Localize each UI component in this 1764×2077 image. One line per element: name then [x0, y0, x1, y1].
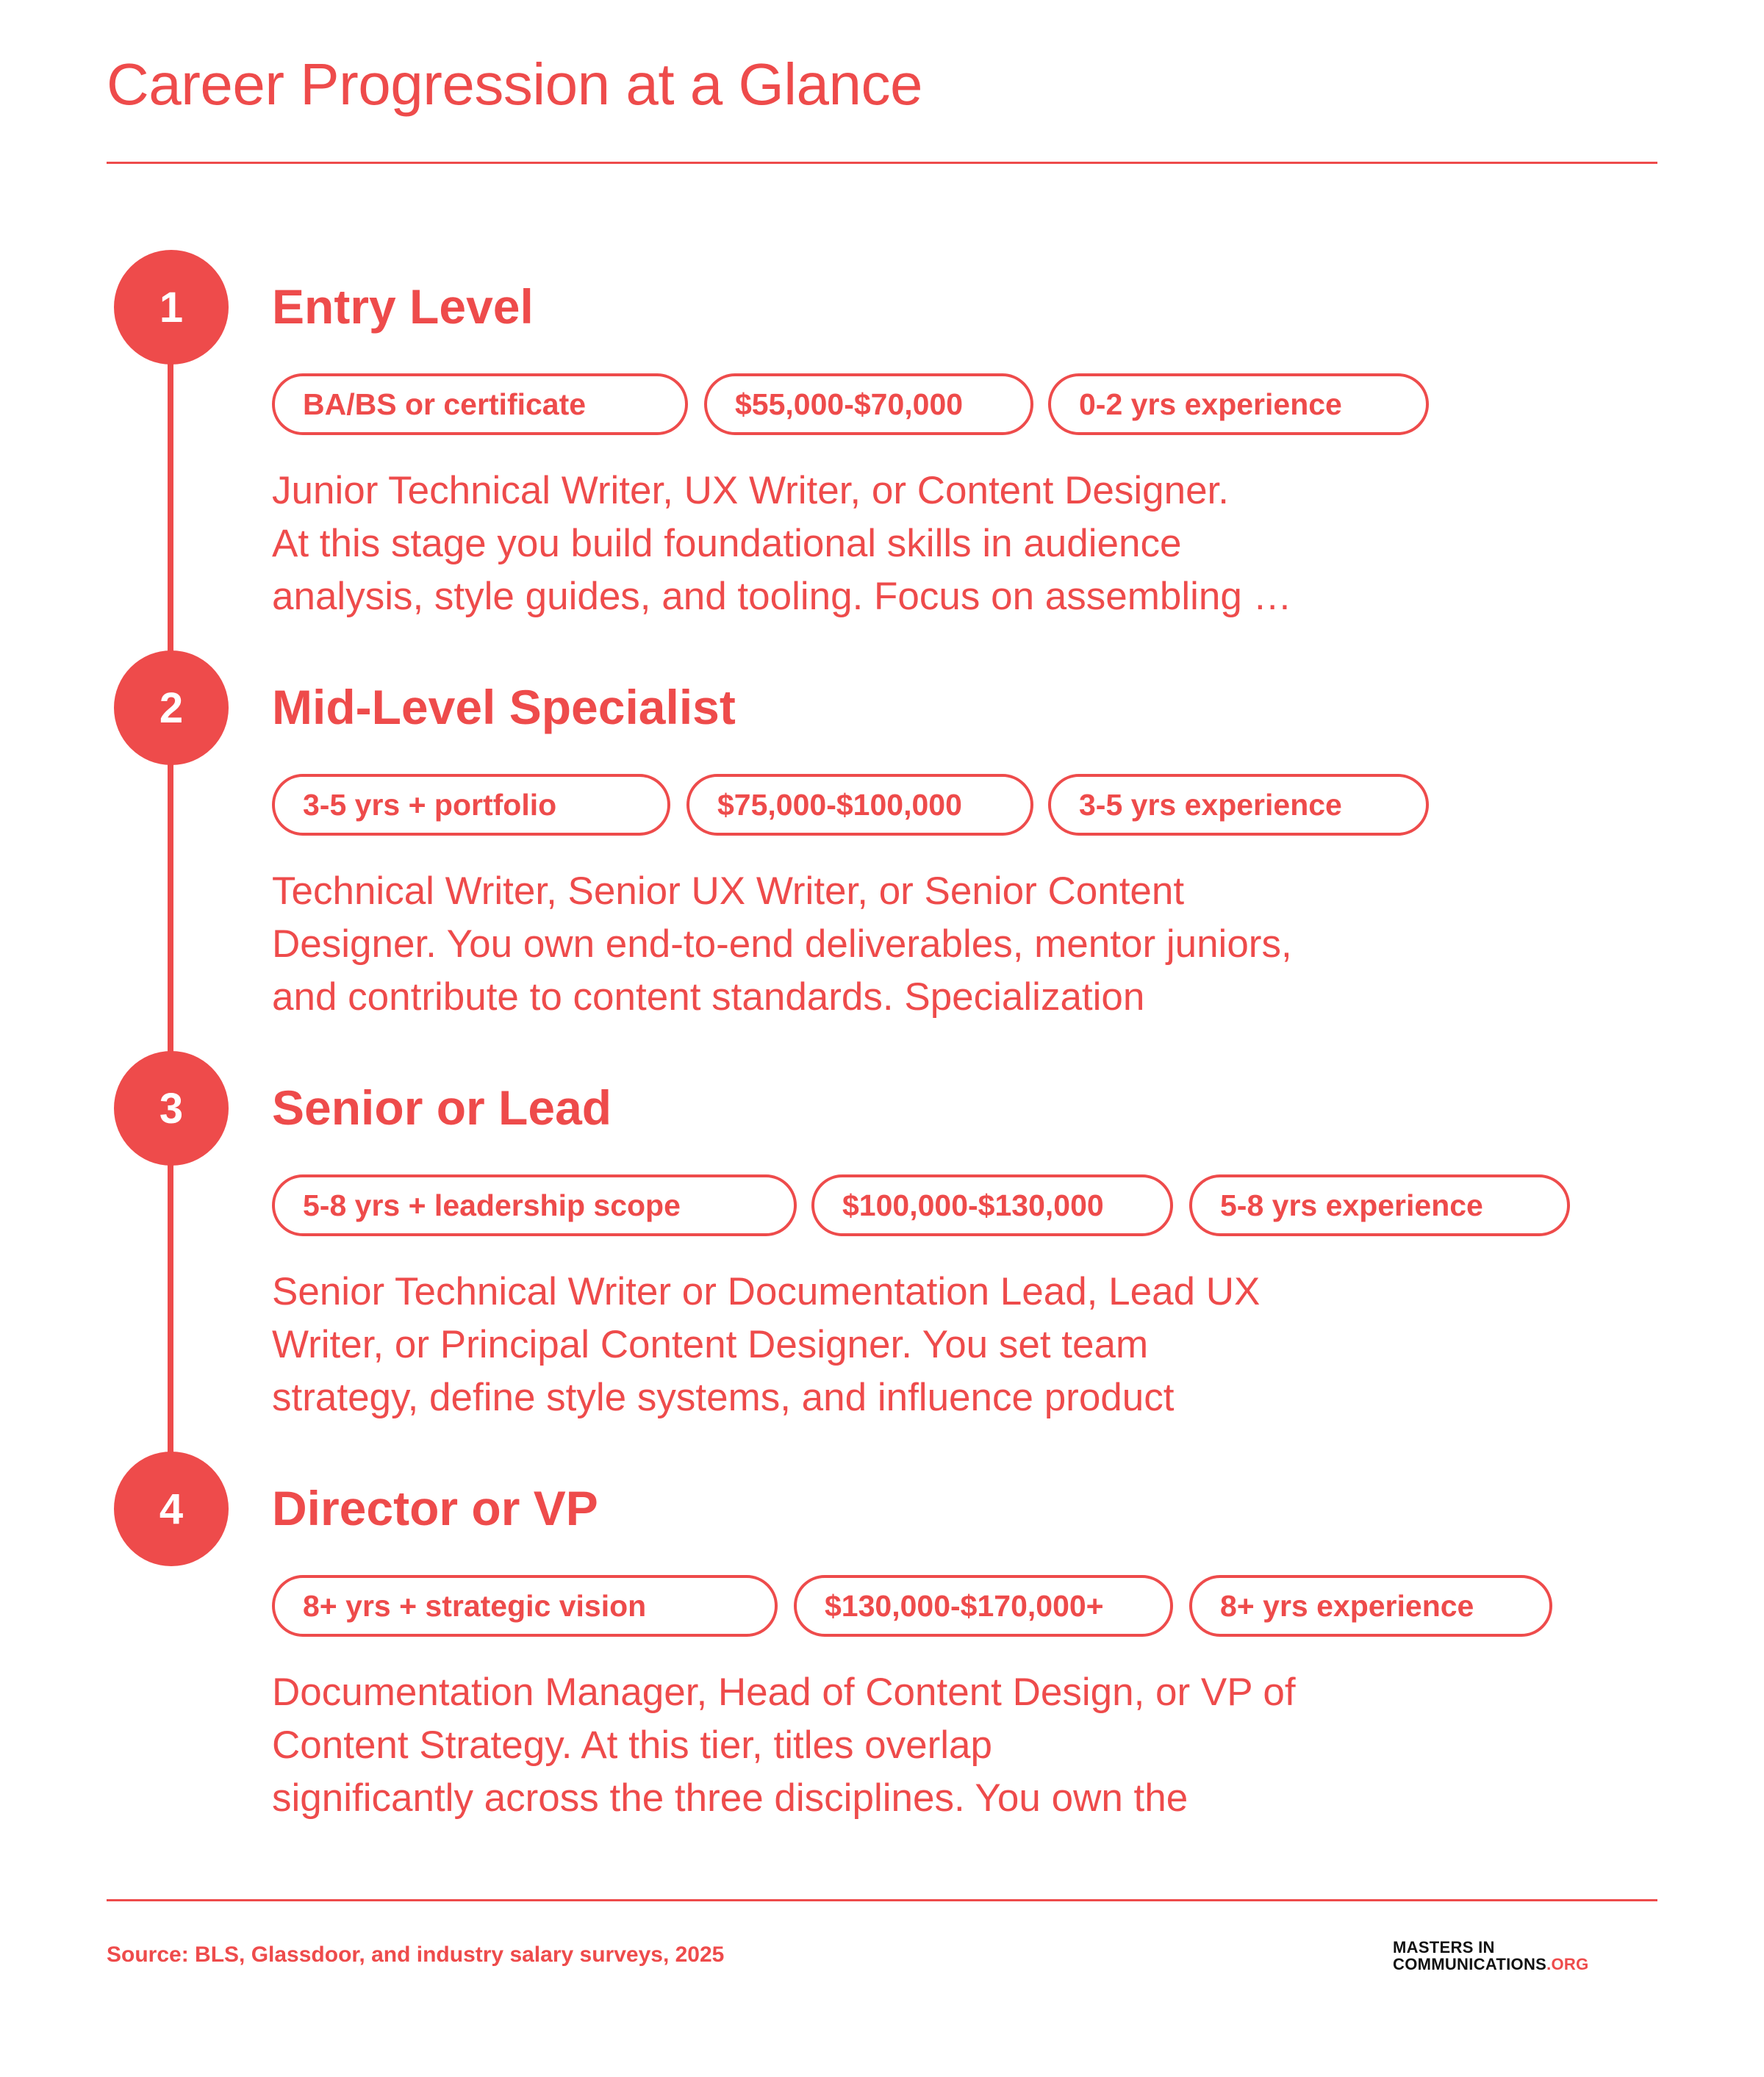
- stage-description: Senior Technical Writer or Documentation Lead, Lead UX Writer, or Principal Content Designer. You set team strategy, define style systems, and influence product: [272, 1270, 1261, 1419]
- page-title: Career Progression at a Glance: [107, 51, 922, 117]
- stage-description: Technical Writer, Senior UX Writer, or Senior Content Designer. You own end-to-end deliverables, mentor juniors, and contribute to content standards. Specialization: [272, 869, 1292, 1019]
- stage-number-badge: 3: [114, 1051, 229, 1166]
- career-stage-1: [0, 250, 1764, 647]
- stage-title: Entry Level: [272, 279, 534, 334]
- logo-suffix: .ORG: [1546, 1955, 1589, 1973]
- stage-title: Senior or Lead: [272, 1080, 612, 1135]
- stage-title: Director or VP: [272, 1481, 598, 1535]
- experience-pill: 3-5 yrs experience: [1048, 774, 1429, 836]
- stage-number-badge: 4: [114, 1452, 229, 1566]
- stage-title: Mid-Level Specialist: [272, 680, 736, 734]
- logo-line-1: MASTERS IN: [1393, 1938, 1495, 1956]
- source-note: Source: BLS, Glassdoor, and industry salary surveys, 2025: [107, 1943, 725, 1967]
- experience-pill: 8+ yrs experience: [1189, 1575, 1552, 1637]
- brand-logo: [1393, 1915, 1657, 1996]
- stage-number-badge: 1: [114, 250, 229, 365]
- education-pill: 5-8 yrs + leadership scope: [272, 1174, 797, 1236]
- education-pill: BA/BS or certificate: [272, 373, 688, 435]
- header-divider: [107, 162, 1657, 164]
- career-stage-2: [0, 650, 1764, 1047]
- career-stage-4: [0, 1452, 1764, 1848]
- salary-pill: $130,000-$170,000+: [794, 1575, 1173, 1637]
- education-pill: 3-5 yrs + portfolio: [272, 774, 670, 836]
- salary-pill: $100,000-$130,000: [811, 1174, 1173, 1236]
- logo-line-2: COMMUNICATIONS.ORG: [1393, 1955, 1589, 1973]
- salary-pill: $55,000-$70,000: [704, 373, 1033, 435]
- experience-pill: 0-2 yrs experience: [1048, 373, 1429, 435]
- footer-divider: [107, 1899, 1657, 1901]
- stage-description: Documentation Manager, Head of Content Design, or VP of Content Strategy. At this tier, titles overlap significantly across the three disciplines. You own the: [272, 1671, 1296, 1820]
- salary-pill: $75,000-$100,000: [686, 774, 1033, 836]
- stage-description: Junior Technical Writer, UX Writer, or Content Designer. At this stage you build foundational skills in audience analysis, style guides, and tooling. Focus on assembling …: [272, 469, 1292, 618]
- experience-pill: 5-8 yrs experience: [1189, 1174, 1570, 1236]
- career-stage-3: [0, 1051, 1764, 1448]
- education-pill: 8+ yrs + strategic vision: [272, 1575, 778, 1637]
- stage-number-badge: 2: [114, 650, 229, 765]
